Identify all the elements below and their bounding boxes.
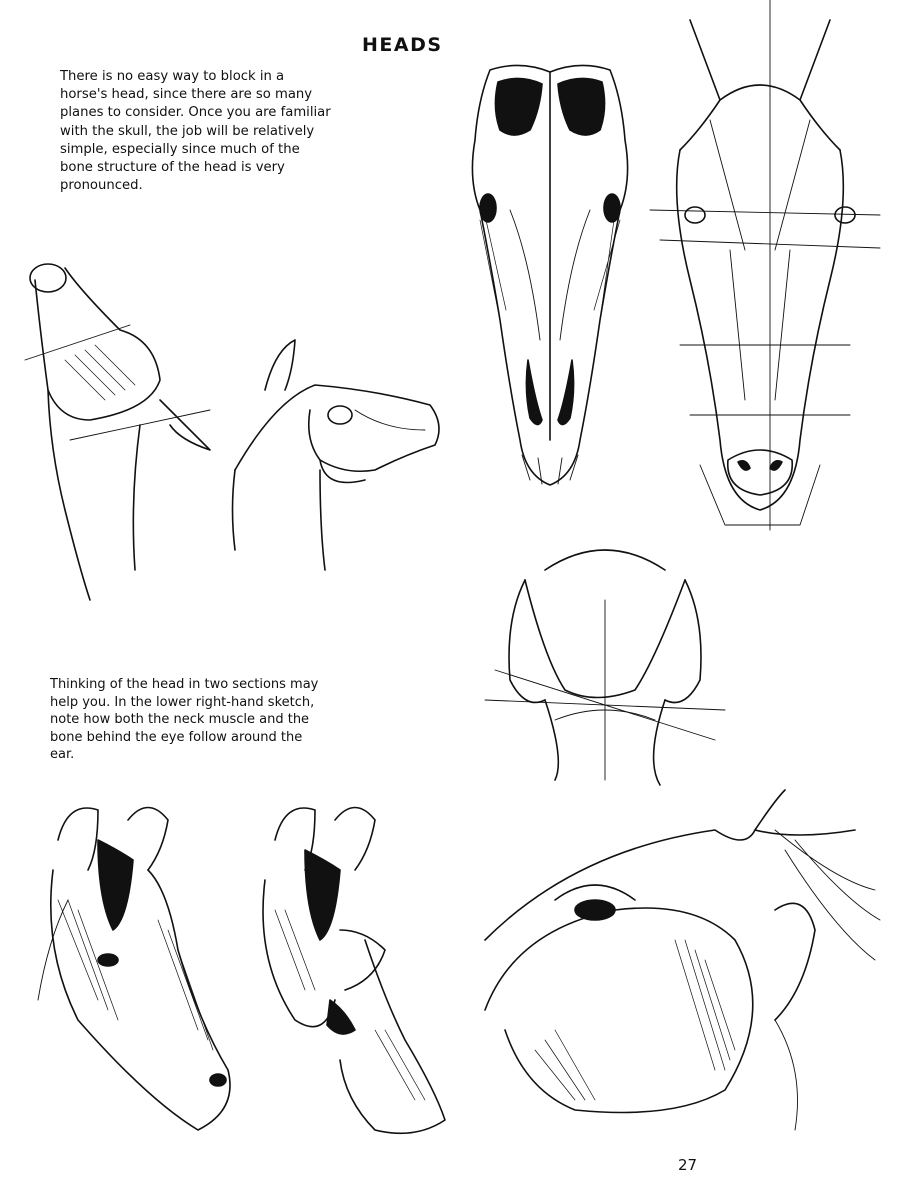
page-number: 27: [678, 1156, 698, 1174]
intro-paragraph: There is no easy way to block in a horse's head, since there are so many planes to consider. Once you are familiar with the skull, the job will be relatively simple, especially since much of the bone structure of the head is very pronounced.: [60, 69, 331, 194]
head-front-construction-illustration: [650, 0, 890, 540]
ears-top-view-illustration: [485, 540, 725, 790]
skull-front-view-illustration: [450, 60, 650, 500]
sections-paragraph: Thinking of the head in two sections may help you. In the lower right-hand sketch, note how both the neck muscle and the bone behind the eye follow around the ear.: [50, 677, 319, 763]
head-side-illustration: [225, 330, 455, 580]
page-title: HEADS: [362, 34, 443, 56]
head-sections-illustration: [255, 800, 465, 1150]
head-raised-illustration: [20, 250, 220, 610]
head-closeup-eye-ear-illustration: [475, 790, 885, 1150]
head-three-quarter-shaded-illustration: [38, 800, 248, 1160]
